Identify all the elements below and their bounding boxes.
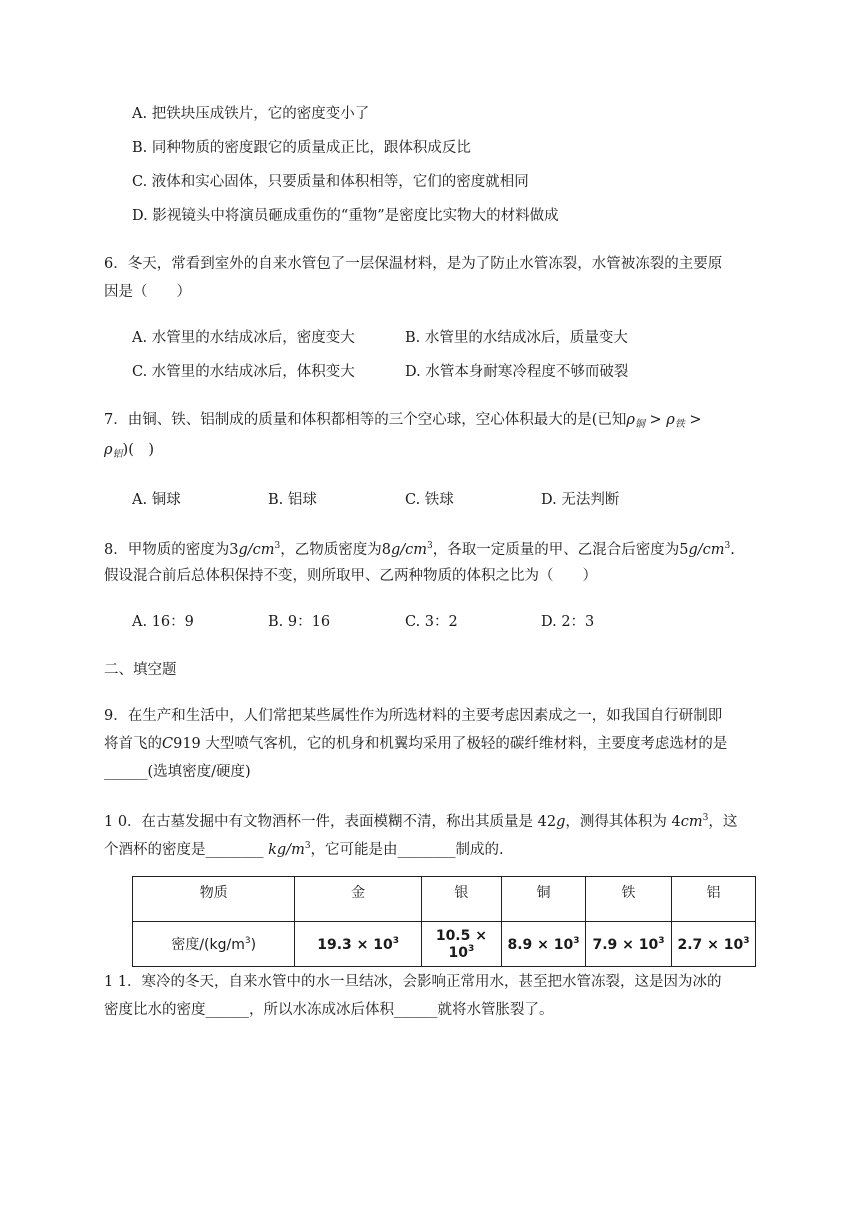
table-row-label: 密度$/(kg/m^3)$ [133,922,295,967]
q5-option-c: C. 液体和实心固体，只要质量和体积相等，它们的密度就相同 [132,174,529,190]
density-unit: $kg/m^3$ [268,841,311,858]
table-header-cell: 铁 [586,877,672,922]
q6-option-b: B. 水管里的水结成冰后，质量变大 [405,330,628,346]
rho-aluminum: $\rho_铝$ [104,442,123,460]
table-header-row [133,877,756,922]
table-row [133,922,756,967]
c-letter: C [162,736,174,752]
table-header-cell: 物质 [133,877,295,922]
q8-option-a: A. 16：9 [132,614,194,630]
q11-stem-line2: 密度比水的密度______，所以水冻成冰后体积______就将水管胀裂了。 [104,1002,554,1018]
table-cell-copper: $8.9 \times 10^3$ [502,922,586,967]
q5-option-a: A. 把铁块压成铁片，它的密度变小了 [132,106,370,122]
q6-option-a: A. 水管里的水结成冰后，密度变大 [132,330,355,346]
gt-sign-2: > [684,412,702,428]
q8-option-b: B. 9：16 [268,614,331,630]
q9-stem-line2: 将首飞的C919 大型喷气客机，它的机身和机翼均采用了极轻的碳纤维材料，主要度考虑选材的是 [104,736,728,752]
density-jia: $3g/cm^3$ [229,541,281,558]
q6-stem-line1: 6．冬天，常看到室外的自来水管包了一层保温材料，是为了防止水管冻裂，水管被冻裂的主要原 [104,256,723,272]
q7-stem-line2 [104,440,154,465]
table-header-cell: 铜 [502,877,586,922]
table-header-cell: 银 [421,877,501,922]
q5-option-b: B. 同种物质的密度跟它的质量成正比，跟体积成反比 [132,140,471,156]
volume-unit: $cm^3$ [680,813,709,830]
section-heading-fill-blank: 二、填空题 [104,662,177,678]
density-table [132,876,756,967]
q7-option-d: D. 无法判断 [541,492,620,508]
q7-stem-line1 [104,410,702,435]
q11-stem-line1: 1 1．寒冷的冬天，自来水管中的水一旦结冰，会影响正常用水，甚至把水管冻裂，这是因为冰的 [104,974,722,990]
q10-stem-line2: 个酒杯的密度是________ $kg/m^3$，它可能是由________制成的. [104,841,504,858]
table-header-cell: 金 [295,877,421,922]
q5-option-d: D. 影视镜头中将演员砸成重伤的“重物”是密度比实物大的材料做成 [132,208,559,224]
q7-option-b: B. 铝球 [268,492,317,508]
q9-stem-line1: 9．在生产和生活中，人们常把某些属性作为所选材料的主要考虑因素成之一，如我国自行研制即 [104,708,723,724]
q8-option-c: C. 3：2 [405,614,458,630]
table-header-cell: 铝 [671,877,755,922]
table-cell-gold: $19.3 \times 10^3$ [295,922,421,967]
q10-stem-line1: 1 0．在古墓发掘中有文物酒杯一件，表面模糊不清，称出其质量是 42g，测得其体积为 $4cm^3$，这 [104,813,738,830]
density-yi: $8g/cm^3$ [381,541,433,558]
q6-stem-line2: 因是（ ） [104,284,191,300]
rho-iron: $\rho_铁$ [666,412,685,430]
q7-option-c: C. 铁球 [405,492,454,508]
table-cell-silver: $10.5 \times 10^3$ [421,922,501,967]
q8-stem-line1: 8．甲物质的密度为$3g/cm^3$，乙物质密度为$8g/cm^3$，各取一定质量的甲、乙混合后密度为$5g/cm^3$. [104,541,735,558]
density-mix: $5g/cm^3$ [679,541,731,558]
q6-option-d: D. 水管本身耐寒冷程度不够而破裂 [405,364,629,380]
table-cell-aluminum: $2.7 \times 10^3$ [671,922,755,967]
q7-stem-tail: )( ) [122,442,155,458]
table-cell-iron: $7.9 \times 10^3$ [586,922,672,967]
q9-stem-line3: ______(选填密度/硬度) [104,764,251,780]
q8-stem-line2: 假设混合前后总体积保持不变，则所取甲、乙两种物质的体积之比为（ ） [104,568,597,584]
q8-option-d: D. 2：3 [541,614,595,630]
gt-sign-1: > [644,412,667,428]
rho-copper: $\rho_铜$ [626,412,645,430]
q7-stem-text: 7．由铜、铁、铝制成的质量和体积都相等的三个空心球，空心体积最大的是(已知 [104,412,627,428]
q7-option-a: A. 铜球 [132,492,181,508]
q6-option-c: C. 水管里的水结成冰后，体积变大 [132,364,355,380]
